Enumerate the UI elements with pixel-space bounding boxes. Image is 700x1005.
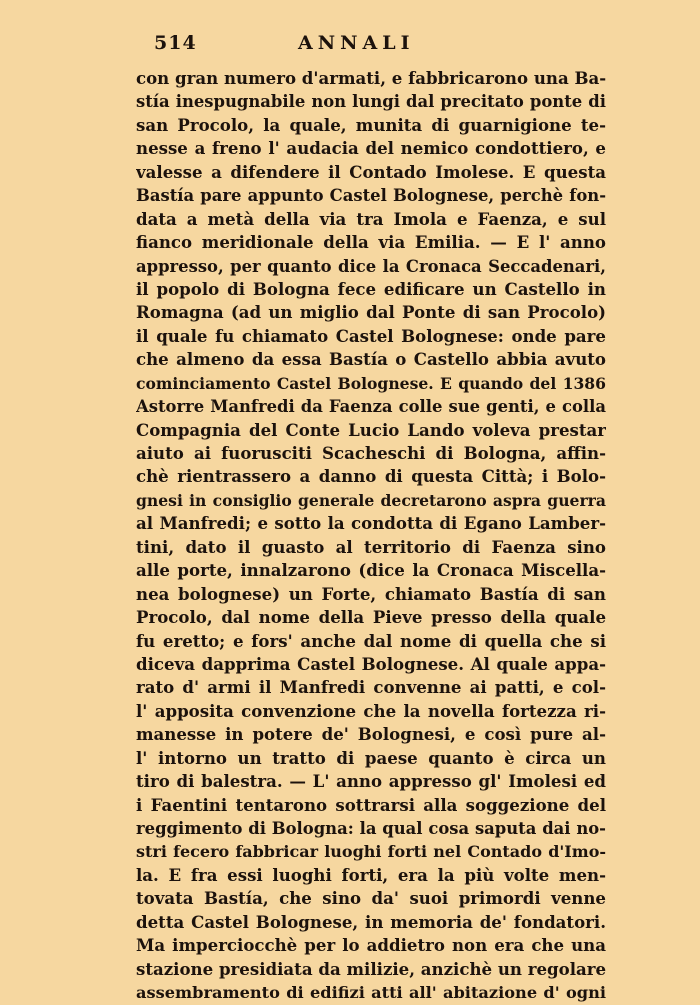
text-line: chè rientrassero a danno di questa Città; i Bolo- xyxy=(136,466,606,487)
text-line: detta Castel Bolognese, in memoria de' fondatori. xyxy=(136,911,606,932)
text-line: al Manfredi; e sotto la condotta di Egano Lamber- xyxy=(136,513,606,534)
text-line: tovata Bastía, che sino da' suoi primordi venne xyxy=(136,888,606,909)
text-line: diceva dapprima Castel Bolognese. Al quale appa- xyxy=(136,653,606,674)
text-line: cominciamento Castel Bolognese. E quando del 1386 xyxy=(136,373,606,393)
text-line: tiro di balestra. — L' anno appresso gl' Imolesi ed xyxy=(136,771,606,792)
text-line: il popolo di Bologna fece edificare un Castello in xyxy=(136,278,606,299)
text-line: alle porte, innalzarono (dice la Cronaca Miscella- xyxy=(136,560,606,581)
text-line: stazione presidiata da milizie, anzichè un regolare xyxy=(136,958,606,979)
text-line: i Faentini tentarono sottrarsi alla soggezione del xyxy=(136,794,606,815)
text-line: Romagna (ad un miglio dal Ponte di san Procolo) xyxy=(136,302,606,323)
running-title: ANNALI xyxy=(298,32,415,54)
text-line: la. E fra essi luoghi forti, era la più volte men- xyxy=(136,864,606,885)
text-line: Bastía pare appunto Castel Bolognese, perchè fon- xyxy=(136,186,606,206)
text-line: stri fecero fabbricar luoghi forti nel Contado d'Imo- xyxy=(136,842,606,862)
text-line: Ma imperciocchè per lo addietro non era che una xyxy=(136,935,606,956)
text-line: con gran numero d'armati, e fabbricarono una Ba- xyxy=(136,68,606,88)
text-line: data a metà della via tra Imola e Faenza, e sul xyxy=(136,208,606,229)
text-line: nesse a freno l' audacia del nemico condottiero, e xyxy=(136,138,606,159)
text-line: Procolo, dal nome della Pieve presso della quale xyxy=(136,607,606,628)
text-line: valesse a difendere il Contado Imolese. E questa xyxy=(136,161,606,182)
text-line: appresso, per quanto dice la Cronaca Seccadenari, xyxy=(136,256,606,276)
text-line: tini, dato il guasto al territorio di Faenza sino xyxy=(136,536,606,557)
text-line: reggimento di Bologna: la qual cosa saputa dai no- xyxy=(136,819,606,838)
text-line: fianco meridionale della via Emilia. — E l' anno xyxy=(136,232,606,253)
text-line: gnesi in consiglio generale decretarono aspra guerra xyxy=(136,490,606,510)
text-line: san Procolo, la quale, munita di guarnigione te- xyxy=(136,114,606,135)
text-line: fu eretto; e fors' anche dal nome di quella che si xyxy=(136,630,606,651)
page-number: 514 xyxy=(154,32,197,54)
text-line: assembramento di edifizi atti all' abitazione d' ogni xyxy=(136,983,606,1003)
text-line: rato d' armi il Manfredi convenne ai patti, e col- xyxy=(136,677,606,698)
body-text xyxy=(136,67,606,1005)
text-line: l' intorno un tratto di paese quanto è circa un xyxy=(136,747,606,768)
text-line: aiuto ai fuorusciti Scacheschi di Bologna, affin- xyxy=(136,443,606,463)
text-line: nea bolognese) un Forte, chiamato Bastía di san xyxy=(136,583,606,604)
text-line: manesse in potere de' Bolognesi, e così pure al- xyxy=(136,724,606,745)
page-header xyxy=(148,32,578,58)
text-line: il quale fu chiamato Castel Bolognese: onde pare xyxy=(136,325,606,346)
text-line: stía inespugnabile non lungi dal precitato ponte di xyxy=(136,92,606,112)
text-line: l' apposita convenzione che la novella fortezza ri- xyxy=(136,700,606,721)
text-line: Astorre Manfredi da Faenza colle sue genti, e colla xyxy=(136,397,606,417)
text-line: che almeno da essa Bastía o Castello abbia avuto xyxy=(136,349,606,370)
text-line: Compagnia del Conte Lucio Lando voleva prestar xyxy=(136,419,606,440)
